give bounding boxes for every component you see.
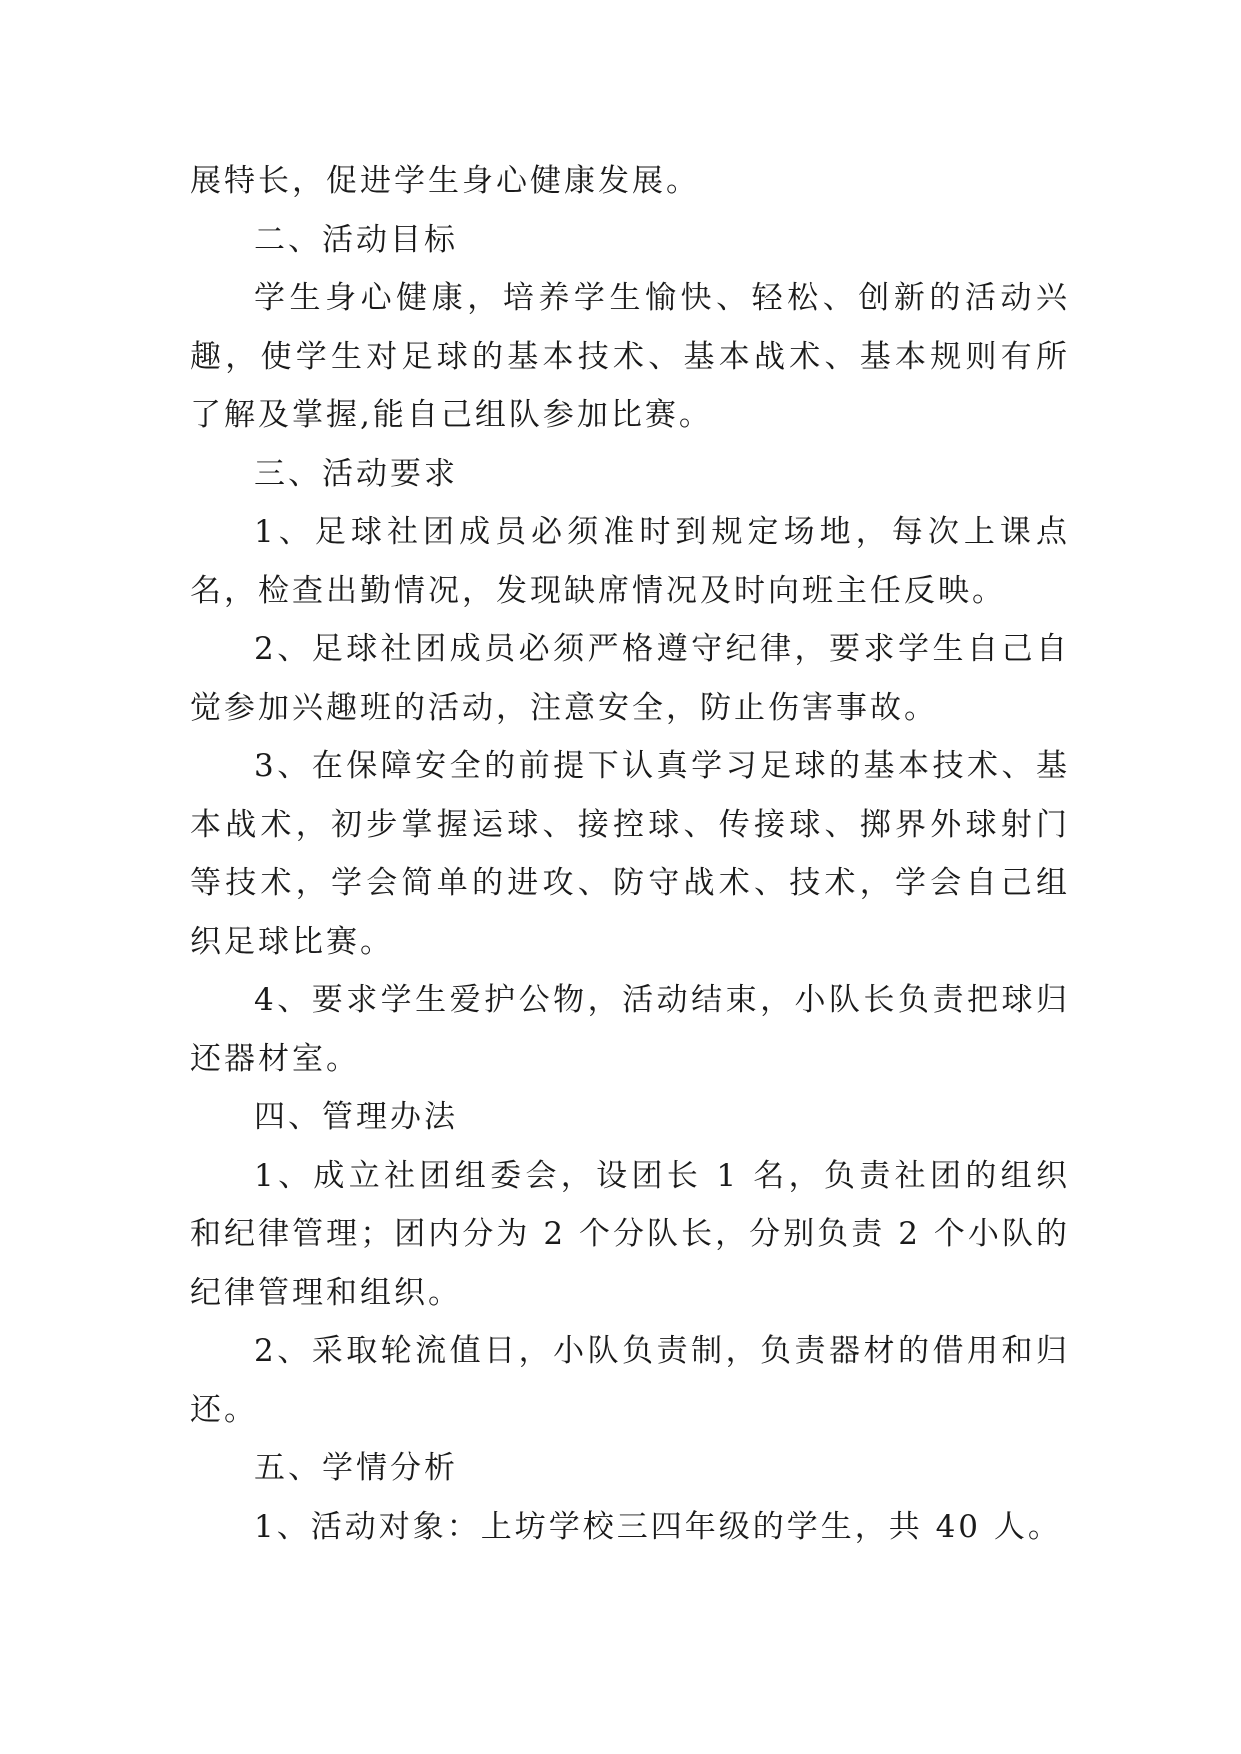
section-heading-analysis: 五、学情分析: [254, 1450, 458, 1486]
paragraph-requirement-3: 3、在保障安全的前提下认真学习足球的基本技术、基本战术，初步掌握运球、接控球、传接球、掷界外球射门等技术，学会简单的进攻、防守战术、技术，学会自己组织足球比赛。: [190, 748, 1070, 960]
paragraph-requirement-2: 2、足球社团成员必须严格遵守纪律，要求学生自己自觉参加兴趣班的活动，注意安全，防止伤害事故。: [190, 631, 1070, 726]
section-heading-management: 四、管理办法: [254, 1099, 458, 1135]
paragraph-requirement-4: 4、要求学生爱护公物，活动结束，小队长负责把球归还器材室。: [190, 982, 1070, 1077]
paragraph-goals: 学生身心健康，培养学生愉快、轻松、创新的活动兴趣，使学生对足球的基本技术、基本战术、基本规则有所了解及掌握,能自己组队参加比赛。: [190, 280, 1070, 433]
document-body: [190, 152, 1070, 1556]
paragraph-analysis-1: 1、活动对象：上坊学校三四年级的学生，共 40 人。: [254, 1508, 1062, 1545]
section-heading-goals: 二、活动目标: [254, 221, 458, 258]
paragraph-requirement-1: 1、足球社团成员必须准时到规定场地，每次上课点名，检查出勤情况，发现缺席情况及时向班主任反映。: [190, 514, 1070, 609]
section-heading-requirements: 三、活动要求: [254, 455, 458, 492]
paragraph-management-1: 1、成立社团组委会，设团长 1 名，负责社团的组织和纪律管理；团内分为 2 个分队长，分别负责 2 个小队的纪律管理和组织。: [190, 1157, 1070, 1311]
paragraph-management-2: 2、采取轮流值日，小队负责制，负责器材的借用和归还。: [190, 1333, 1070, 1428]
paragraph-continuation: 展特长，促进学生身心健康发展。: [190, 163, 700, 199]
